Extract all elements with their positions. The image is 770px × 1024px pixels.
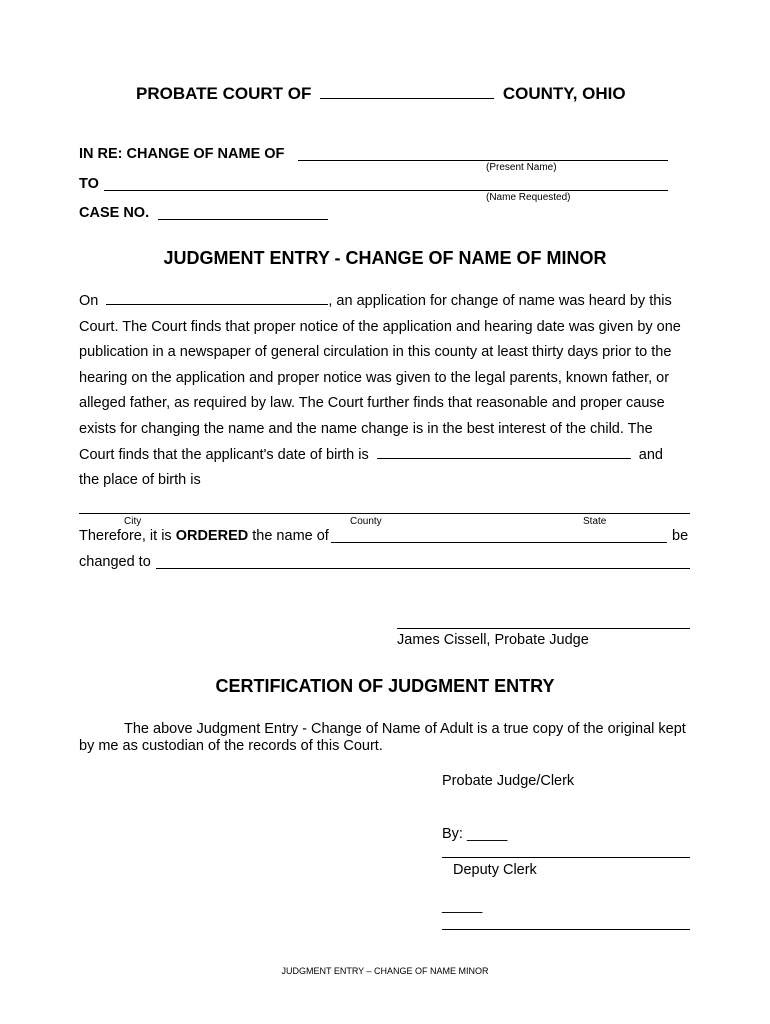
present-name-blank[interactable] bbox=[298, 160, 668, 161]
case-no-label: CASE NO. bbox=[79, 205, 150, 221]
judgment-line-2: Court. The Court finds that proper notice of the application and hearing date was given by one bbox=[79, 318, 681, 335]
judgment-line-5: alleged father, as required by law. The Court further finds that reasonable and proper cause bbox=[79, 395, 665, 412]
judge-name: James Cissell, Probate Judge bbox=[397, 632, 589, 648]
name-requested-hint: (Name Requested) bbox=[486, 192, 571, 203]
date-blank[interactable]: _____ bbox=[442, 898, 483, 914]
judgment-title: JUDGMENT ENTRY - CHANGE OF NAME OF MINOR bbox=[163, 248, 607, 268]
deputy-clerk-label: Deputy Clerk bbox=[453, 862, 537, 878]
case-no-blank[interactable] bbox=[158, 219, 328, 220]
place-state-label: State bbox=[583, 516, 607, 527]
changed-to-blank[interactable] bbox=[156, 568, 690, 569]
birth-date-and: and bbox=[638, 446, 663, 463]
judgment-line-7 bbox=[79, 443, 691, 469]
ordered-prefix: Therefore, it is bbox=[79, 528, 172, 544]
present-name-hint: (Present Name) bbox=[486, 162, 557, 173]
ordered-word: ORDERED bbox=[175, 528, 249, 544]
county-blank[interactable] bbox=[320, 86, 494, 99]
certification-body-1: The above Judgment Entry - Change of Name of Adult is a true copy of the original kept bbox=[124, 721, 686, 737]
place-city-label: City bbox=[124, 516, 142, 527]
judgment-line-3: publication in a newspaper of general circulation in this county at least thirty days prior to the bbox=[79, 344, 672, 361]
hearing-text: , an application for change of name was heard by this bbox=[328, 293, 672, 309]
judge-signature-line[interactable] bbox=[397, 628, 690, 629]
judgment-line-6: exists for changing the name and the name change is in the best interest of the child. The bbox=[79, 420, 653, 437]
deputy-signature-line[interactable] bbox=[442, 857, 690, 858]
place-county-label: County bbox=[350, 516, 382, 527]
hearing-date-blank[interactable] bbox=[106, 292, 328, 305]
judge-clerk-label: Probate Judge/Clerk bbox=[442, 773, 575, 789]
hearing-on-label: On bbox=[79, 293, 99, 309]
to-label: TO bbox=[79, 176, 99, 192]
court-header-prefix: PROBATE COURT OF bbox=[136, 84, 312, 103]
judgment-line-1 bbox=[79, 289, 691, 315]
birth-date-blank[interactable] bbox=[377, 446, 631, 459]
changed-to-label: changed to bbox=[79, 554, 151, 570]
judgment-line-8: the place of birth is bbox=[79, 472, 201, 489]
certification-body-2: by me as custodian of the records of this Court. bbox=[79, 738, 383, 754]
in-re-label: IN RE: CHANGE OF NAME OF bbox=[79, 146, 285, 162]
certification-title: CERTIFICATION OF JUDGMENT ENTRY bbox=[215, 676, 555, 696]
court-header-suffix: COUNTY, OHIO bbox=[502, 84, 626, 103]
judgment-paragraph bbox=[79, 289, 691, 494]
footer-text: JUDGMENT ENTRY – CHANGE OF NAME MINOR bbox=[281, 966, 489, 976]
name-requested-blank[interactable] bbox=[104, 190, 668, 191]
judgment-line-4: hearing on the application and proper notice was given to the legal parents, known father, or bbox=[79, 369, 670, 386]
place-of-birth-blank[interactable] bbox=[79, 513, 690, 514]
ordered-line bbox=[79, 528, 329, 544]
ordered-suffix: the name of bbox=[252, 528, 329, 544]
by-label[interactable]: By: _____ bbox=[442, 826, 508, 842]
birth-date-label: Court finds that the applicant's date of birth is bbox=[79, 446, 369, 463]
ordered-be: be bbox=[672, 528, 689, 544]
ordered-name-blank[interactable] bbox=[331, 542, 667, 543]
date-line[interactable] bbox=[442, 929, 690, 930]
court-header bbox=[136, 84, 626, 104]
